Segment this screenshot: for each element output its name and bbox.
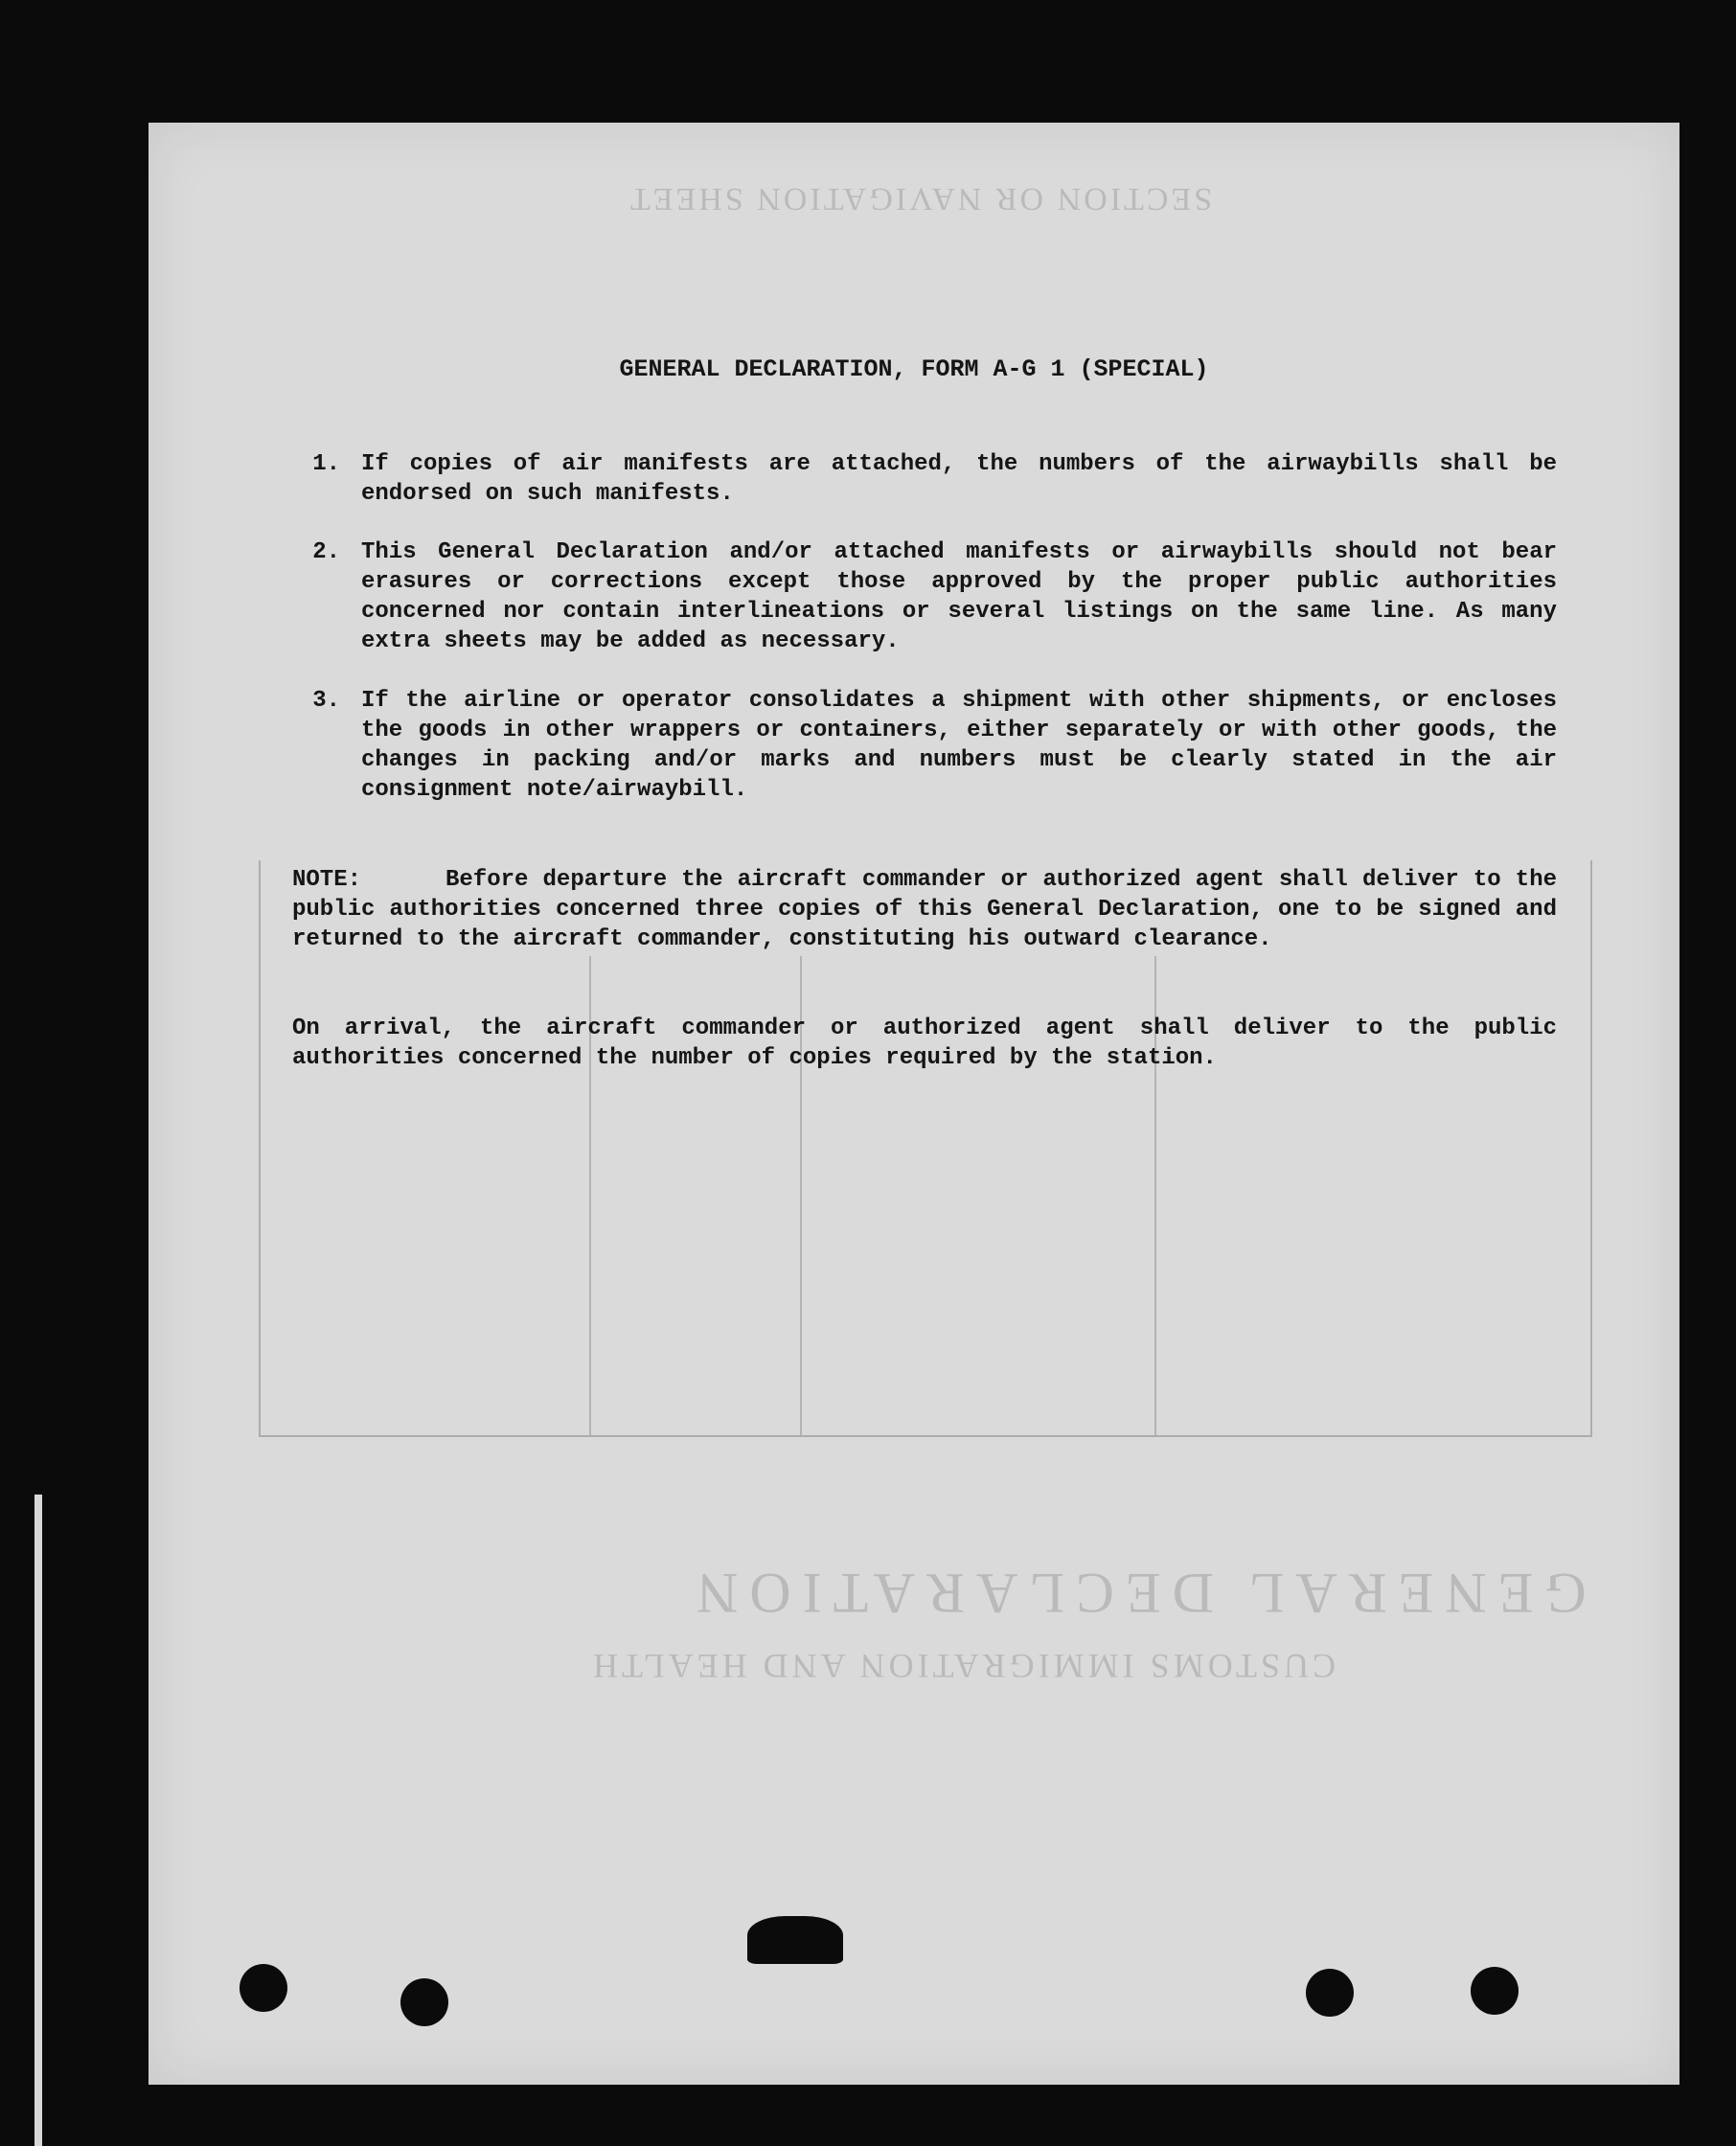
- punch-hole: [400, 1978, 448, 2026]
- torn-edge: [747, 1916, 843, 1964]
- item-text: If copies of air manifests are attached, the numbers of the airwaybills shall be endorsed on such manifests.: [361, 451, 1557, 507]
- document-title: GENERAL DECLARATION, FORM A-G 1 (SPECIAL): [619, 355, 1209, 383]
- arrival-paragraph: On arrival, the aircraft commander or authorized agent shall deliver to the public authorities concerned the number of copies required by the station.: [292, 1016, 1557, 1071]
- item-number: 1.: [312, 451, 340, 477]
- note-label: NOTE:: [292, 867, 362, 893]
- instruction-item: [283, 686, 1557, 805]
- instruction-item: [283, 537, 1557, 656]
- item-text: If the airline or operator consolidates a shipment with other shipments, or encloses the goods in other wrappers or containers, either separately or with other goods, the changes in packing and/or marks and numbers must be clearly stated in the air consignment note/airwaybill.: [361, 688, 1557, 803]
- note-paragraph: [292, 865, 1557, 954]
- punch-hole: [1471, 1967, 1519, 2015]
- item-number: 2.: [312, 539, 340, 565]
- punch-hole: [240, 1964, 287, 2012]
- bleed-through-text-bottom: GENERAL DECLARATION: [685, 1562, 1587, 1625]
- document-page: [148, 123, 1679, 2085]
- instruction-item: [283, 449, 1557, 509]
- item-text: This General Declaration and/or attached manifests or airwaybills should not bear erasures or corrections except those approved by the proper public authorities concerned nor contain interlineations or several listings on the same line. As many extra sheets may be added as necessary.: [361, 539, 1557, 654]
- punch-hole: [1306, 1969, 1354, 2017]
- scan-edge-strip: [34, 1495, 42, 2146]
- note-text: Before departure the aircraft commander or authorized agent shall deliver to the public authorities concerned three copies of this General Declaration, one to be signed and returned to the aircraft commander, constituting his outward clearance.: [292, 867, 1557, 952]
- bleed-through-text-top: SECTION OR NAVIGATION SHEET: [628, 181, 1213, 217]
- bleed-through-text-middle: CUSTOMS IMMIGRATION AND HEALTH: [589, 1647, 1336, 1685]
- item-number: 3.: [312, 688, 340, 714]
